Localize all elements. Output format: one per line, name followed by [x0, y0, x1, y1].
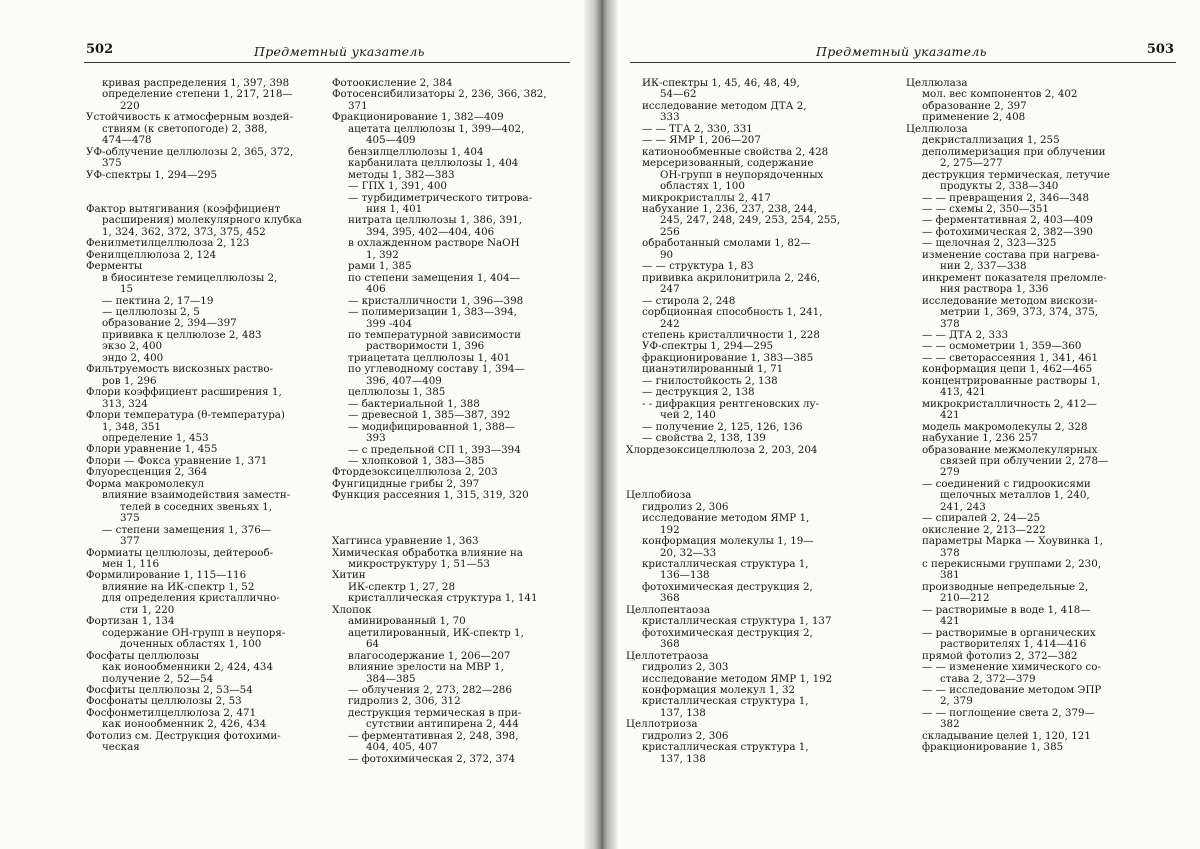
spacer	[332, 502, 572, 513]
index-entry: сти 1, 220	[120, 604, 175, 616]
index-entry: Формиаты целлюлозы, дейтерооб-	[86, 547, 274, 559]
index-entry: влияние зрелости на МВР 1,	[348, 662, 504, 674]
index-entry: — растворимые в воде 1, 418—	[922, 604, 1091, 616]
index-entry: рами 1, 385	[348, 261, 412, 273]
index-entry: сутствии антипирена 2, 444	[366, 719, 519, 731]
index-entry: 15	[120, 284, 134, 296]
index-entry: — целлюлозы 2, 5	[102, 307, 200, 319]
index-entry: — турбидиметрического титрова-	[348, 192, 533, 204]
index-entry: телей в соседних звеньях 1,	[120, 501, 272, 513]
index-entry: бензилцеллюлозы 1, 404	[348, 146, 484, 158]
index-entry: обработанный смолами 1, 82—	[642, 238, 811, 250]
right-page	[606, 0, 1200, 849]
index-entry: Устойчивость к атмосферным воздей-	[86, 112, 293, 124]
index-entry: 20, 32—33	[660, 547, 717, 559]
index-entry: 375	[120, 513, 140, 525]
index-entry: Фенилцеллюлоза 2, 124	[86, 249, 217, 261]
index-entry: 247	[660, 284, 680, 296]
index-entry: — ГПХ 1, 391, 400	[348, 181, 447, 193]
index-entry: исследование методом ДТА 2,	[642, 100, 807, 112]
index-entry: Целлотетраоза	[626, 650, 709, 662]
index-entry: 474—478	[102, 135, 152, 147]
index-entry: 399 -404	[366, 318, 413, 330]
index-entry: триацетата целлюлозы 1, 401	[348, 352, 511, 364]
index-entry: целлюлозы 1, 385	[348, 387, 446, 399]
index-entry: 396, 407—409	[366, 375, 442, 387]
spacer	[626, 467, 878, 478]
index-entry: 279	[940, 467, 960, 479]
index-entry: нии 2, 337—338	[940, 261, 1027, 273]
index-entry: Функция рассеяния 1, 315, 319, 320	[332, 490, 529, 502]
index-entry: кривая распределения 1, 397, 398	[102, 78, 290, 89]
index-entry: — — изменение химического со-	[922, 662, 1101, 674]
index-entry: определение 1, 453	[102, 433, 209, 445]
index-entry: ИК-спектры 1, 45, 46, 48, 49,	[642, 78, 800, 89]
index-entry: фракционирование 1, 383—385	[642, 352, 814, 364]
index-entry: 375	[102, 158, 122, 170]
index-entry: 421	[940, 410, 960, 422]
index-entry: — растворимые в органических	[922, 627, 1096, 639]
index-entry: 405—409	[366, 135, 416, 147]
index-entry: — модифицированной 1, 388—	[348, 421, 516, 433]
index-entry: фракционирование 1, 385	[922, 742, 1064, 754]
index-entry: Химическая обработка влияние на	[332, 547, 523, 559]
index-entry: Целлобиоза	[626, 490, 692, 502]
index-entry: 137, 138	[660, 707, 706, 719]
index-entry: продукты 2, 338—340	[940, 181, 1059, 193]
index-entry: 382	[940, 719, 960, 731]
page-header-title: Предметный указатель	[254, 44, 425, 59]
index-entry: — получение 2, 125, 126, 136	[642, 421, 803, 433]
index-entry: для определения кристалличнo-	[102, 593, 280, 605]
index-entry: Целлюлаза	[906, 78, 968, 89]
index-entry: 220	[120, 100, 140, 112]
index-entry: 313, 324	[102, 398, 148, 410]
index-column	[86, 78, 326, 754]
index-entry: — — ТГА 2, 330, 331	[642, 123, 753, 135]
index-entry: образование межмолекулярных	[922, 444, 1098, 456]
index-entry: - - дифракция рентгеновских лу-	[642, 398, 820, 410]
index-entry: складывание целей 1, 120, 121	[922, 730, 1091, 742]
index-entry: чей 2, 140	[660, 410, 716, 422]
index-entry: Фосфонметилцеллюлоза 2, 471	[86, 707, 257, 719]
index-entry: Хитин	[332, 570, 366, 582]
index-entry: 404, 405, 407	[366, 742, 439, 754]
index-entry: — — ЯМР 1, 206—207	[642, 135, 761, 147]
index-entry: набухание 1, 236, 237, 238, 244,	[642, 203, 817, 215]
index-entry: Целлотриоза	[626, 719, 698, 731]
index-entry: ствиям (к светопогоде) 2, 388,	[102, 123, 268, 135]
index-column	[906, 78, 1176, 754]
index-entry: кристаллическая структура 1,	[642, 558, 809, 570]
index-entry: Фтордезоксицеллюлоза 2, 203	[332, 467, 498, 479]
spacer	[626, 456, 878, 467]
index-entry: конформация молекул 1, 32	[642, 684, 796, 696]
index-entry: сорбционная способность 1, 241,	[642, 307, 823, 319]
spacer	[626, 479, 878, 490]
index-entry: с перекисными группами 2, 230,	[922, 559, 1102, 571]
page-number: 503	[1146, 42, 1174, 57]
index-entry: — бактериальной 1, 388	[348, 398, 480, 410]
index-entry: фотохимическая деструкция 2,	[642, 581, 813, 593]
index-entry: 378	[940, 547, 960, 559]
index-entry: — гнилостойкость 2, 138	[642, 375, 778, 387]
index-entry: расширения) молекулярного клубка	[102, 215, 302, 227]
header-rule	[84, 62, 570, 63]
index-entry: — стирола 2, 248	[642, 295, 736, 307]
index-entry: микрокристалличность 2, 412—	[922, 398, 1097, 410]
index-entry: — облучения 2, 273, 282—286	[348, 684, 512, 696]
index-entry: в охлажденном растворе NaOH	[348, 238, 520, 250]
index-entry: Фунгицидные грибы 2, 397	[332, 478, 480, 490]
spacer	[332, 525, 572, 536]
index-entry: гидролиз 2, 306, 312	[348, 696, 461, 708]
index-entry: 384—385	[366, 673, 416, 685]
index-entry: деструкция термическая, летучие	[922, 169, 1110, 181]
index-entry: 1, 348, 351	[102, 421, 161, 433]
index-entry: Флори коэффициент расширения 1,	[86, 387, 282, 399]
index-entry: эндо 2, 400	[102, 352, 164, 364]
index-entry: Формилирование 1, 115—116	[86, 570, 247, 582]
index-entry: — ферментативная 2, 403—409	[922, 215, 1093, 227]
index-entry: декристаллизация 1, 255	[922, 135, 1060, 147]
index-entry: Фотолиз см. Деструкция фотохими-	[86, 730, 281, 742]
left-page	[0, 0, 594, 849]
index-entry: влагосодержание 1, 206—207	[348, 650, 511, 662]
index-entry: Целлопентаоза	[626, 604, 710, 616]
index-entry: Хлопок	[332, 604, 372, 616]
index-entry: Хаггинса уравнение 1, 363	[332, 536, 479, 548]
index-entry: изменение состава при нагрева-	[922, 249, 1100, 261]
index-entry: получение 2, 52—54	[102, 673, 214, 685]
index-entry: УФ-облучение целлюлозы 2, 365, 372,	[86, 146, 294, 158]
index-entry: связей при облучении 2, 278—	[940, 455, 1109, 467]
index-entry: — фотохимическая 2, 372, 374	[348, 753, 516, 765]
index-entry: — соединений с гидроокисями	[922, 478, 1091, 490]
spacer	[332, 513, 572, 524]
index-entry: — степени замещения 1, 376—	[102, 524, 272, 536]
index-entry: метрии 1, 369, 373, 374, 375,	[940, 307, 1099, 319]
index-entry: инкремент показателя преломле-	[922, 272, 1107, 284]
index-entry: параметры Марка — Хоувинка 1,	[922, 536, 1104, 548]
index-entry: Фракционирование 1, 382—409	[332, 112, 504, 124]
index-entry: ческая	[102, 742, 140, 754]
index-entry: деструкция термическая в при-	[348, 707, 522, 719]
index-column	[332, 78, 572, 765]
index-entry: ров 1, 296	[102, 375, 157, 387]
index-entry: — — схемы 2, 350—351	[922, 203, 1049, 215]
index-entry: 241, 243	[940, 501, 986, 513]
index-entry: Фотоокисление 2, 384	[332, 78, 453, 89]
index-entry: Флори — Фокса уравнение 1, 371	[86, 455, 268, 467]
index-entry: применение 2, 408	[922, 112, 1026, 124]
index-entry: 377	[120, 536, 140, 548]
index-entry: — полимеризации 1, 383—394,	[348, 307, 517, 319]
index-entry: катионообменные свойства 2, 428	[642, 146, 829, 158]
index-entry: кристаллическая структура 1,	[642, 742, 809, 754]
index-entry: ацетата целлюлозы 1, 399—402,	[348, 123, 525, 135]
index-entry: микроструктуру 1, 51—53	[348, 558, 490, 570]
index-entry: модель макромолекулы 2, 328	[922, 421, 1088, 433]
index-entry: исследование методом ЯМР 1, 192	[642, 673, 833, 685]
index-entry: Фосфиты целлюлозы 2, 53—54	[86, 684, 253, 696]
index-entry: фотохимическая деструкция 2,	[642, 627, 813, 639]
page-number: 502	[86, 42, 114, 57]
index-entry: 413, 421	[940, 387, 986, 399]
index-entry: степень кристалличности 1, 228	[642, 329, 820, 341]
index-entry: гидролиз 2, 303	[642, 662, 729, 674]
index-entry: 378	[940, 318, 960, 330]
index-entry: — ферментативная 2, 248, 398,	[348, 730, 519, 742]
index-entry: 371	[348, 100, 368, 112]
index-entry: УФ-спектры 1, 294—295	[86, 169, 218, 181]
index-entry: ния раствора 1, 336	[940, 284, 1049, 296]
index-entry: исследование методом ЯМР 1,	[642, 513, 810, 525]
index-entry: — — светорассеяния 1, 341, 461	[922, 352, 1098, 364]
index-entry: 136—138	[660, 570, 710, 582]
index-entry: — щелочная 2, 323—325	[922, 238, 1057, 250]
index-entry: 368	[660, 639, 680, 651]
index-entry: 368	[660, 593, 680, 605]
index-entry: ния 1, 401	[366, 203, 423, 215]
spacer	[86, 181, 326, 192]
index-entry: прививка к целлюлозе 2, 483	[102, 329, 262, 341]
index-entry: — спиралей 2, 24—25	[922, 513, 1041, 525]
index-entry: ацетилированный, ИК-спектр 1,	[348, 627, 524, 639]
index-entry: 1, 324, 362, 372, 373, 375, 452	[102, 226, 266, 238]
index-entry: конформация молекулы 1, 19—	[642, 536, 814, 548]
index-entry: экзо 2, 400	[102, 341, 163, 353]
index-entry: прямой фотолиз 2, 372—382	[922, 650, 1078, 662]
index-entry: деполимеризация при облучении	[922, 146, 1106, 158]
index-entry: 137, 138	[660, 753, 706, 765]
index-column	[626, 78, 878, 765]
index-entry: 90	[660, 249, 674, 261]
index-entry: по температурной зависимости	[348, 329, 521, 341]
index-entry: производные непредельные 2,	[922, 581, 1089, 593]
index-entry: цианэтилированный 1, 71	[642, 364, 784, 376]
index-entry: — пектина 2, 17—19	[102, 295, 214, 307]
index-entry: Фортизан 1, 134	[86, 616, 175, 628]
spacer	[86, 193, 326, 204]
index-entry: Флуоресценция 2, 364	[86, 467, 208, 479]
index-entry: ИК-спектр 1, 27, 28	[348, 581, 455, 593]
index-entry: 406	[366, 284, 386, 296]
index-entry: гидролиз 2, 306	[642, 730, 729, 742]
index-entry: става 2, 372—379	[940, 673, 1036, 685]
index-entry: определение степени 1, 217, 218—	[102, 89, 293, 101]
index-entry: 242	[660, 318, 680, 330]
index-entry: методы 1, 382—383	[348, 169, 455, 181]
index-entry: аминированный 1, 70	[348, 616, 466, 628]
index-entry: 2, 379	[940, 696, 973, 708]
index-entry: 54—62	[660, 89, 697, 101]
index-entry: 210—212	[940, 593, 990, 605]
index-entry: мерсеризованный, содержание	[642, 158, 814, 170]
index-entry: доченных областях 1, 100	[120, 639, 262, 651]
index-entry: содержание ОН-групп в неупоря-	[102, 627, 286, 639]
index-entry: Хлордезоксицеллюлоза 2, 203, 204	[626, 444, 818, 456]
index-entry: Фактор вытягивания (коэффициент	[86, 203, 281, 215]
index-entry: концентрированные растворы 1,	[922, 375, 1101, 387]
index-entry: — древесной 1, 385—387, 392	[348, 410, 511, 422]
index-entry: 381	[940, 570, 960, 582]
index-entry: мол. вес компонентов 2, 402	[922, 89, 1078, 101]
index-entry: — хлопковой 1, 383—385	[348, 455, 485, 467]
index-entry: Форма макромолекул	[86, 478, 205, 490]
index-entry: микрокристаллы 2, 417	[642, 192, 771, 204]
index-entry: мен 1, 116	[102, 559, 159, 570]
index-entry: Ферменты	[86, 261, 143, 273]
index-entry: растворителях 1, 414—416	[940, 639, 1087, 651]
index-entry: Фенилметилцеллюлоза 2, 123	[86, 238, 250, 250]
index-entry: кристаллическая структура 1,	[642, 696, 809, 708]
page-header-title: Предметный указатель	[816, 44, 987, 59]
index-entry: как ионообменники 2, 424, 434	[102, 662, 274, 674]
index-entry: прививка акрилонитрила 2, 246,	[642, 272, 821, 284]
header-rule	[630, 62, 1176, 63]
index-entry: — — ДТА 2, 333	[922, 329, 1009, 341]
index-entry: кристаллическая структура 1, 137	[642, 616, 832, 628]
index-entry: 394, 395, 402—404, 406	[366, 226, 495, 238]
index-entry: образование 2, 397	[922, 100, 1027, 112]
index-entry: Фильтруемость вискозных раство-	[86, 364, 274, 376]
index-entry: гидролиз 2, 306	[642, 501, 729, 513]
index-entry: Целлюлоза	[906, 123, 968, 135]
index-entry: 256	[660, 226, 680, 238]
index-entry: растворимости 1, 396	[366, 341, 485, 353]
index-entry: Флори температура (θ-температура)	[86, 410, 285, 422]
index-entry: областях 1, 100	[660, 181, 745, 193]
index-entry: УФ-спектры 1, 294—295	[642, 341, 774, 353]
index-entry: конформация цепи 1, 462—465	[922, 364, 1093, 376]
index-entry: 64	[366, 639, 380, 651]
index-entry: 421	[940, 616, 960, 628]
index-entry: — фотохимическая 2, 382—390	[922, 226, 1093, 238]
index-entry: — — осмометрии 1, 359—360	[922, 341, 1082, 353]
index-entry: — — структура 1, 83	[642, 261, 754, 273]
index-entry: в биосинтезе гемицеллюлозы 2,	[102, 272, 278, 284]
index-entry: кристаллическая структура 1, 141	[348, 593, 538, 605]
index-entry: как ионообменник 2, 426, 434	[102, 719, 267, 731]
index-entry: 2, 275—277	[940, 158, 1003, 170]
index-entry: Фосфаты целлюлозы	[86, 650, 200, 662]
index-entry: карбанилата целлюлозы 1, 404	[348, 158, 519, 170]
index-entry: Фотосенсибилизаторы 2, 236, 366, 382,	[332, 89, 547, 101]
index-entry: влияние на ИК-спектр 1, 52	[102, 581, 255, 593]
index-entry: — с предельной СП 1, 393—394	[348, 444, 521, 456]
book-gutter	[584, 0, 618, 849]
index-entry: — кристалличности 1, 396—398	[348, 295, 524, 307]
index-entry: ОН-групп в неупорядоченных	[660, 169, 824, 181]
index-entry: щелочных металлов 1, 240,	[940, 490, 1090, 502]
index-entry: набухание 1, 236 257	[922, 433, 1038, 445]
index-entry: образование 2, 394—397	[102, 318, 237, 330]
index-entry: — деструкция 2, 138	[642, 387, 755, 399]
index-entry: — — поглощение света 2, 379—	[922, 707, 1095, 719]
index-entry: 333	[660, 112, 680, 124]
index-entry: исследование методом вискози-	[922, 295, 1098, 307]
index-entry: Флори уравнение 1, 455	[86, 444, 218, 456]
index-entry: влияние взаимодействия заместн-	[102, 490, 291, 502]
index-entry: по углеводному составу 1, 394—	[348, 364, 525, 376]
index-entry: 1, 392	[366, 249, 399, 261]
index-entry: — — превращения 2, 346—348	[922, 192, 1090, 204]
index-entry: нитрата целлюлозы 1, 386, 391,	[348, 215, 523, 227]
index-entry: окисление 2, 213—222	[922, 524, 1046, 536]
index-entry: 393	[366, 433, 386, 445]
index-entry: — — исследование методом ЭПР	[922, 685, 1102, 697]
index-entry: — свойства 2, 138, 139	[642, 433, 766, 445]
index-entry: 192	[660, 524, 680, 536]
index-entry: Фосфонаты целлюлозы 2, 53	[86, 696, 242, 708]
index-entry: по степени замещения 1, 404—	[348, 272, 520, 284]
index-entry: 245, 247, 248, 249, 253, 254, 255,	[660, 215, 841, 227]
